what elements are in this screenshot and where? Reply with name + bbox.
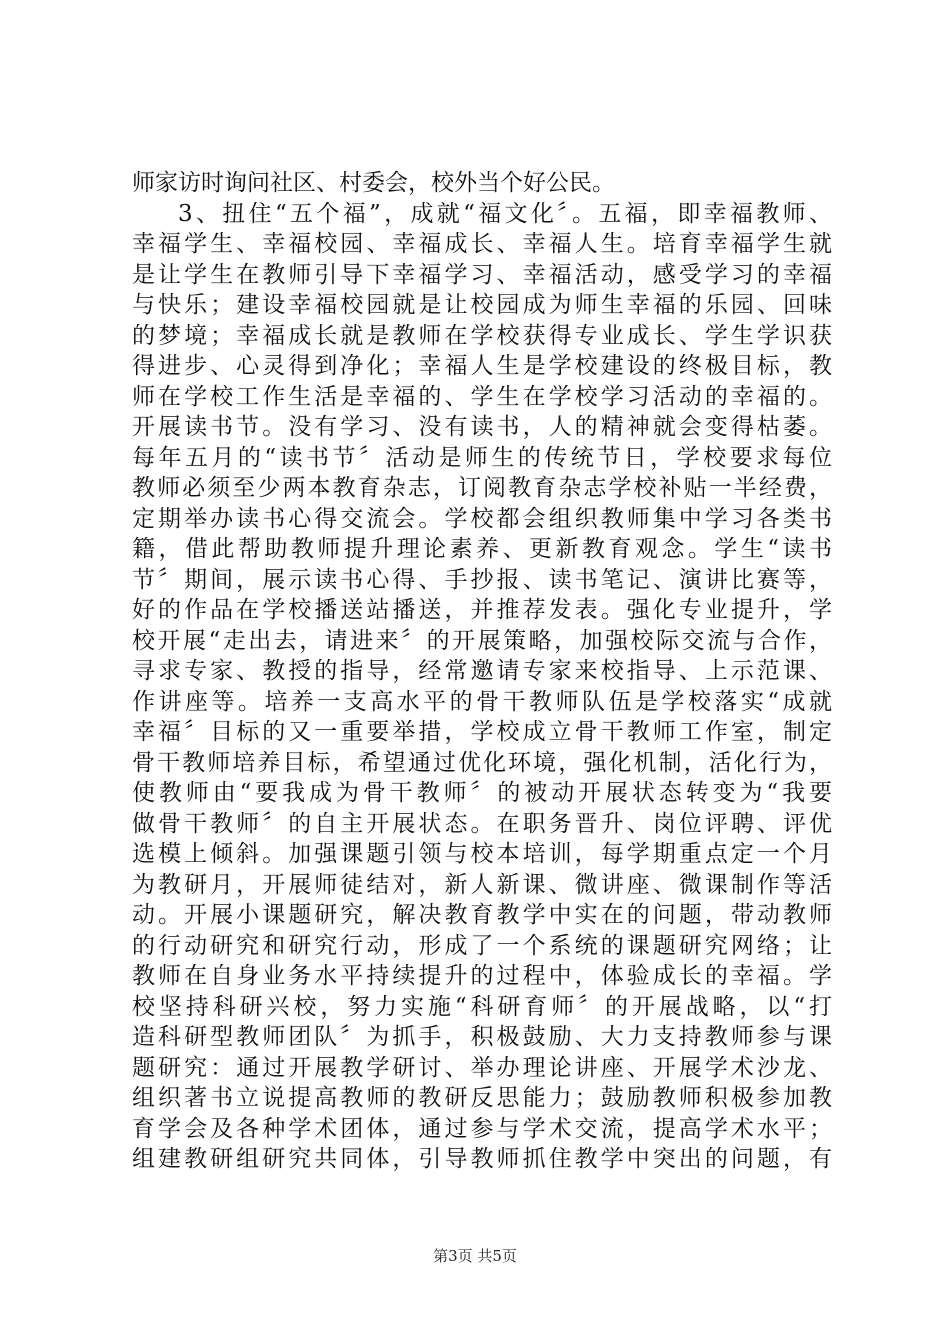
text-line: 定期举办读书心得交流会。学校都会组织教师集中学习各类书: [132, 505, 832, 532]
text-line: 组建教研组研究共同体，引导教师抓住教学中突出的问题，有: [132, 1146, 832, 1172]
page-footer: [0, 1246, 950, 1266]
text-line: 动。开展小课题研究，解决教育教学中实在的问题，带动教师: [132, 902, 832, 928]
text-line: 造科研型教师团队〞为抓手，积极鼓励、大力支持教师参与课: [132, 1024, 832, 1050]
text-line: 得进步、心灵得到净化；幸福人生是学校建设的终极目标，教: [132, 353, 832, 379]
text-line: 幸福〞目标的又一重要举措，学校成立骨干教师工作室，制定: [132, 719, 832, 745]
text-line: 校坚持科研兴校，努力实施“科研育师〞的开展战略，以“打: [132, 993, 832, 1020]
text-line: 题研究：通过开展教学研讨、举办理论讲座、开展学术沙龙、: [132, 1054, 832, 1081]
text-line: 籍，借此帮助教师提升理论素养、更新教育观念。学生“读书: [132, 536, 832, 562]
text-line: 使教师由“要我成为骨干教师〞的被动开展状态转变为“我要: [132, 780, 832, 806]
body-text: [132, 168, 832, 1175]
text-line: 3、扭住“五个福”，成就“福文化〞。五福，即幸福教师、: [178, 200, 832, 227]
text-line: 是让学生在教师引导下幸福学习、幸福活动，感受学习的幸福: [132, 261, 832, 288]
text-line: 育学会及各种学术团体，通过参与学术交流，提高学术水平；: [132, 1115, 832, 1142]
text-line: 做骨干教师〞的自主开展状态。在职务晋升、岗位评聘、评优: [132, 810, 832, 837]
text-line: 的行动研究和研究行动，形成了一个系统的课题研究网络；让: [132, 932, 832, 959]
text-line: 师家访时询问社区、村委会，校外当个好公民。: [132, 170, 615, 196]
text-line: 作讲座等。培养一支高水平的骨干教师队伍是学校落实“成就: [132, 688, 832, 715]
text-line: 校开展“走出去，请进来〞的开展策略，加强校际交流与合作，: [132, 627, 832, 654]
text-line: 寻求专家、教授的指导，经常邀请专家来校指导、上示范课、: [132, 658, 832, 684]
text-line: 教师在自身业务水平持续提升的过程中，体验成长的幸福。学: [132, 963, 832, 989]
text-line: 幸福学生、幸福校园、幸福成长、幸福人生。培育幸福学生就: [132, 231, 832, 257]
page-number-label: 第3页 共5页: [433, 1247, 517, 1265]
text-line: 骨干教师培养目标，希望通过优化环境，强化机制，活化行为，: [132, 749, 832, 776]
text-line: 节〞期间，展示读书心得、手抄报、读书笔记、演讲比赛等，: [132, 566, 832, 593]
text-line: 教师必须至少两本教育杂志，订阅教育杂志学校补贴一半经费，: [132, 475, 832, 501]
text-line: 的梦境；幸福成长就是教师在学校获得专业成长、学生学识获: [132, 322, 832, 349]
text-line: 为教研月，开展师徒结对，新人新课、微讲座、微课制作等活: [132, 871, 832, 898]
text-line: 好的作品在学校播送站播送，并推荐发表。强化专业提升，学: [132, 597, 832, 623]
text-line: 师在学校工作生活是幸福的、学生在学校学习活动的幸福的。: [132, 383, 832, 410]
text-line: 每年五月的“读书节〞活动是师生的传统节日，学校要求每位: [132, 444, 832, 471]
text-line: 选模上倾斜。加强课题引领与校本培训，每学期重点定一个月: [132, 841, 832, 867]
text-line: 组织著书立说提高教师的教研反思能力；鼓励教师积极参加教: [132, 1085, 832, 1111]
text-line: 与快乐；建设幸福校园就是让校园成为师生幸福的乐园、回味: [132, 292, 832, 318]
text-line: 开展读书节。没有学习、没有读书，人的精神就会变得枯萎。: [132, 414, 832, 440]
